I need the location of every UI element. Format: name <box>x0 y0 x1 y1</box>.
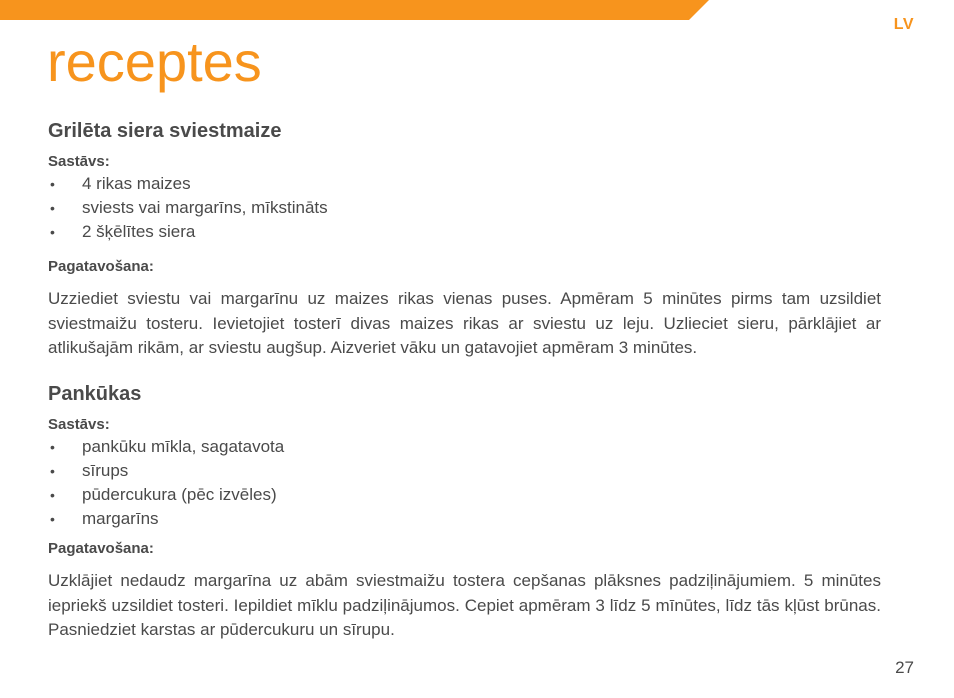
ingredients-list <box>48 435 881 531</box>
list-item-text: sīrups <box>82 461 129 480</box>
bullet-icon: • <box>50 463 55 479</box>
bullet-icon: • <box>50 487 55 503</box>
list-item <box>48 435 881 459</box>
list-item-text: 2 šķēlītes siera <box>82 222 196 241</box>
header-accent-bar <box>0 0 954 20</box>
list-item <box>48 172 881 196</box>
bullet-icon: • <box>50 200 55 216</box>
bullet-icon: • <box>50 511 55 527</box>
recipe-title: Pankūkas <box>48 383 142 405</box>
bullet-icon: • <box>50 439 55 455</box>
list-item-text: 4 rikas maizes <box>82 174 191 193</box>
list-item-text: pūdercukura (pēc izvēles) <box>82 485 277 504</box>
ingredients-label: Sastāvs: <box>48 416 110 433</box>
preparation-text: Uzziediet sviestu vai margarīnu uz maizes rikas vienas puses. Apmēram 5 minūtes pirms tam uzsildiet sviestmaižu tosteru. Ievietojiet tosterī divas maizes rikas ar sviestu uz leju. Uzlieciet sieru, pārklājiet ar atlikušajām rikām, ar sviestu augšup. Aizveriet vāku un gatavojiet apmēram 3 minūtes. <box>48 289 881 357</box>
list-item-text: margarīns <box>82 509 159 528</box>
recipe-title: Grilēta siera sviestmaize <box>48 120 282 142</box>
recipe-pancakes <box>48 381 881 643</box>
list-item <box>48 196 881 220</box>
ingredients-label: Sastāvs: <box>48 153 110 170</box>
language-code: LV <box>893 16 914 33</box>
bullet-icon: • <box>50 176 55 192</box>
list-item-text: pankūku mīkla, sagatavota <box>82 437 285 456</box>
accent-bar-shape <box>0 0 709 20</box>
ingredients-list <box>48 172 881 244</box>
recipe-grilled-cheese <box>48 118 881 361</box>
preparation-label: Pagatavošana: <box>48 540 154 557</box>
list-item <box>48 507 881 531</box>
list-item <box>48 459 881 483</box>
page-title: receptes <box>47 30 262 93</box>
preparation-text: Uzklājiet nedaudz margarīna uz abām sviestmaižu tostera cepšanas plāksnes padziļinājumiem. 5 minūtes iepriekš uzsildiet tosteri. Iepildiet mīklu padziļinājumos. Cepiet apmēram 3 līdz 5 mīnūtes, līdz tās kļūst brūnas. Pasniedziet karstas ar pūdercukuru un sīrupu. <box>48 571 881 639</box>
page-number: 27 <box>895 658 914 677</box>
preparation-label: Pagatavošana: <box>48 258 154 275</box>
list-item <box>48 483 881 507</box>
list-item <box>48 220 881 244</box>
list-item-text: sviests vai margarīns, mīkstināts <box>82 198 328 217</box>
bullet-icon: • <box>50 224 55 240</box>
